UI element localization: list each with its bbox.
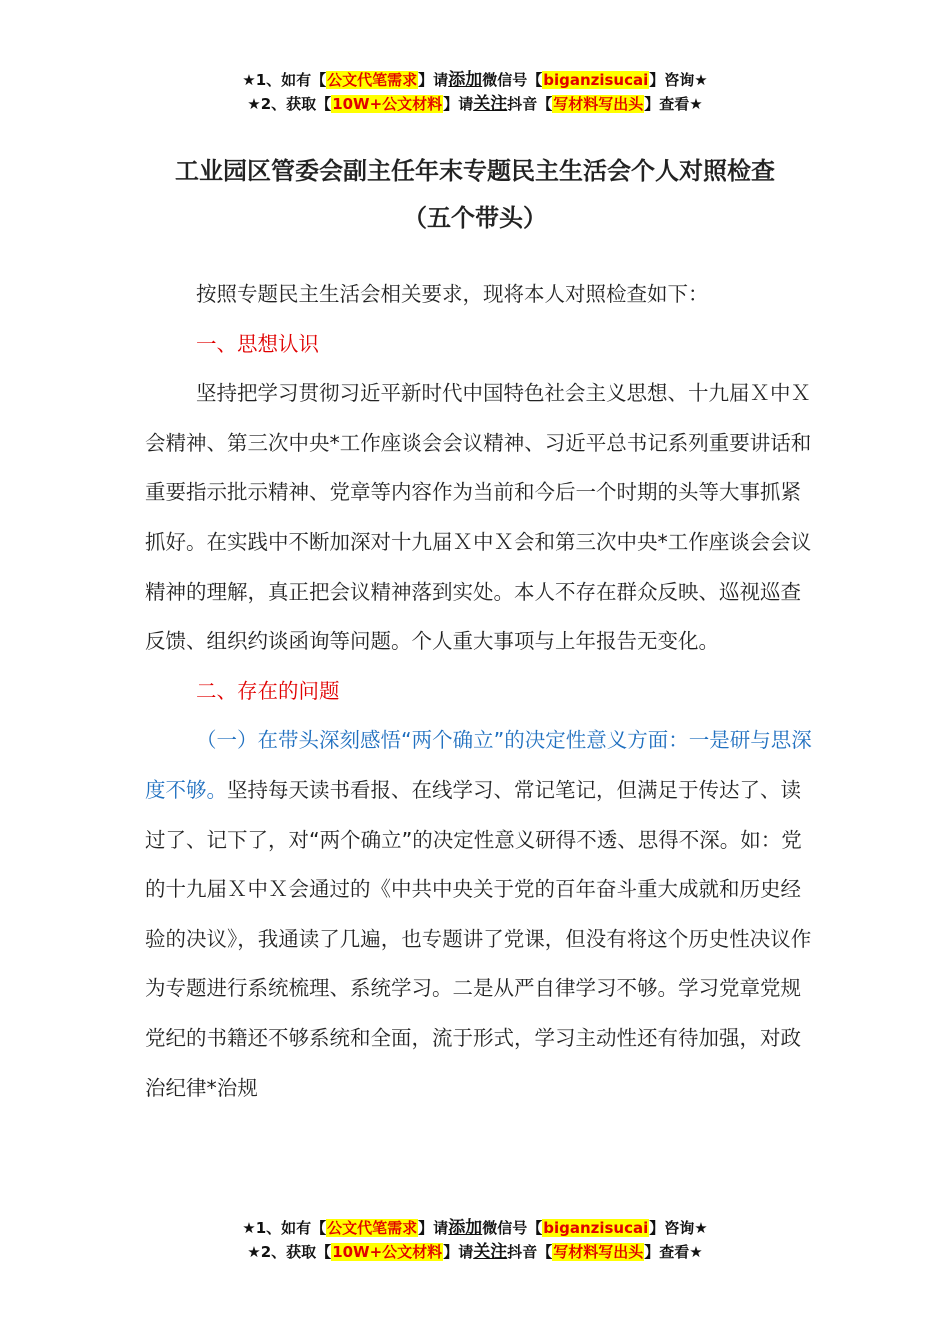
- paragraph-problems-text: 坚持每天读书看报、在线学习、常记笔记，但满足于传达了、读过了、记下了，对“两个确立”的决定性意义研得不透、思得不深。如：党的十九届Ｘ中Ｘ会通过的《中共中央关于党的百年奋斗重大成就和历史经验的决议》，我通读了几遍，也专题讲了党课，但没有将这个历史性决议作为专题进行系统梳理、系统学习。二是从严自律学习不够。学习党章党规党纪的书籍还不够系统和全面，流于形式，学习主动性还有待加强，对政治纪律*治规: [145, 777, 812, 1100]
- banner-text: 抖音【: [507, 1243, 553, 1261]
- banner-text: 】请: [443, 1243, 474, 1261]
- banner-emphasis: 关注: [473, 94, 508, 114]
- document-title: [0, 148, 950, 242]
- banner-text: 】查看★: [644, 95, 703, 113]
- section-heading-1: 一、思想认识: [196, 331, 319, 356]
- paragraph-problems: [145, 716, 815, 1113]
- banner-line-1: [0, 1216, 950, 1240]
- banner-text: 】咨询★: [649, 71, 708, 89]
- banner-text: 抖音【: [507, 95, 553, 113]
- banner-wechat-id: biganzisucai: [543, 1219, 649, 1237]
- banner-highlight: 公文代笔需求: [327, 1219, 418, 1237]
- banner-line-1: [0, 68, 950, 92]
- banner-emphasis: 关注: [473, 1242, 508, 1262]
- document-body: [145, 270, 815, 1113]
- banner-text: ★1、如有【: [242, 1219, 327, 1237]
- banner-text: 】咨询★: [649, 1219, 708, 1237]
- banner-wechat-id: biganzisucai: [543, 71, 649, 89]
- banner-text: 】请: [418, 71, 449, 89]
- banner-highlight: 10W+公文材料: [332, 95, 443, 113]
- banner-douyin-id: 写材料写出头: [553, 1243, 644, 1261]
- banner-emphasis: 添加: [448, 1218, 483, 1238]
- banner-text: 微信号【: [482, 1219, 543, 1237]
- banner-text: ★1、如有【: [242, 71, 327, 89]
- intro-paragraph: 按照专题民主生活会相关要求，现将本人对照检查如下：: [196, 282, 709, 306]
- banner-highlight: 公文代笔需求: [327, 71, 418, 89]
- header-banner: [0, 68, 950, 116]
- banner-line-2: [0, 1240, 950, 1264]
- paragraph-thinking: 坚持把学习贯彻习近平新时代中国特色社会主义思想、十九届Ｘ中Ｘ会精神、第三次中央*工作座谈会会议精神、习近平总书记系列重要讲话和重要指示批示精神、党章等内容作为当前和今后一个时期的头等大事抓紧抓好。在实践中不断加深对十九届Ｘ中Ｘ会和第三次中央*工作座谈会会议精神的理解，真正把会议精神落到实处。本人不存在群众反映、巡视巡查反馈、组织约谈函询等问题。个人重大事项与上年报告无变化。: [145, 381, 812, 654]
- banner-emphasis: 添加: [448, 70, 483, 90]
- banner-douyin-id: 写材料写出头: [553, 95, 644, 113]
- banner-text: 】请: [443, 95, 474, 113]
- title-line-2: （五个带头）: [403, 204, 547, 232]
- banner-text: 微信号【: [482, 71, 543, 89]
- footer-banner: [0, 1216, 950, 1264]
- section-heading-2: 二、存在的问题: [196, 678, 340, 703]
- banner-text: 】查看★: [644, 1243, 703, 1261]
- banner-text: ★2、获取【: [247, 95, 332, 113]
- subheading-1: （一）在带头深刻感悟“两个确立”的决定性意义方面：一是研与思深度不够。: [145, 728, 812, 802]
- banner-highlight: 10W+公文材料: [332, 1243, 443, 1261]
- banner-text: 】请: [418, 1219, 449, 1237]
- title-line-1: 工业园区管委会副主任年末专题民主生活会个人对照检查: [175, 157, 775, 185]
- banner-line-2: [0, 92, 950, 116]
- banner-text: ★2、获取【: [247, 1243, 332, 1261]
